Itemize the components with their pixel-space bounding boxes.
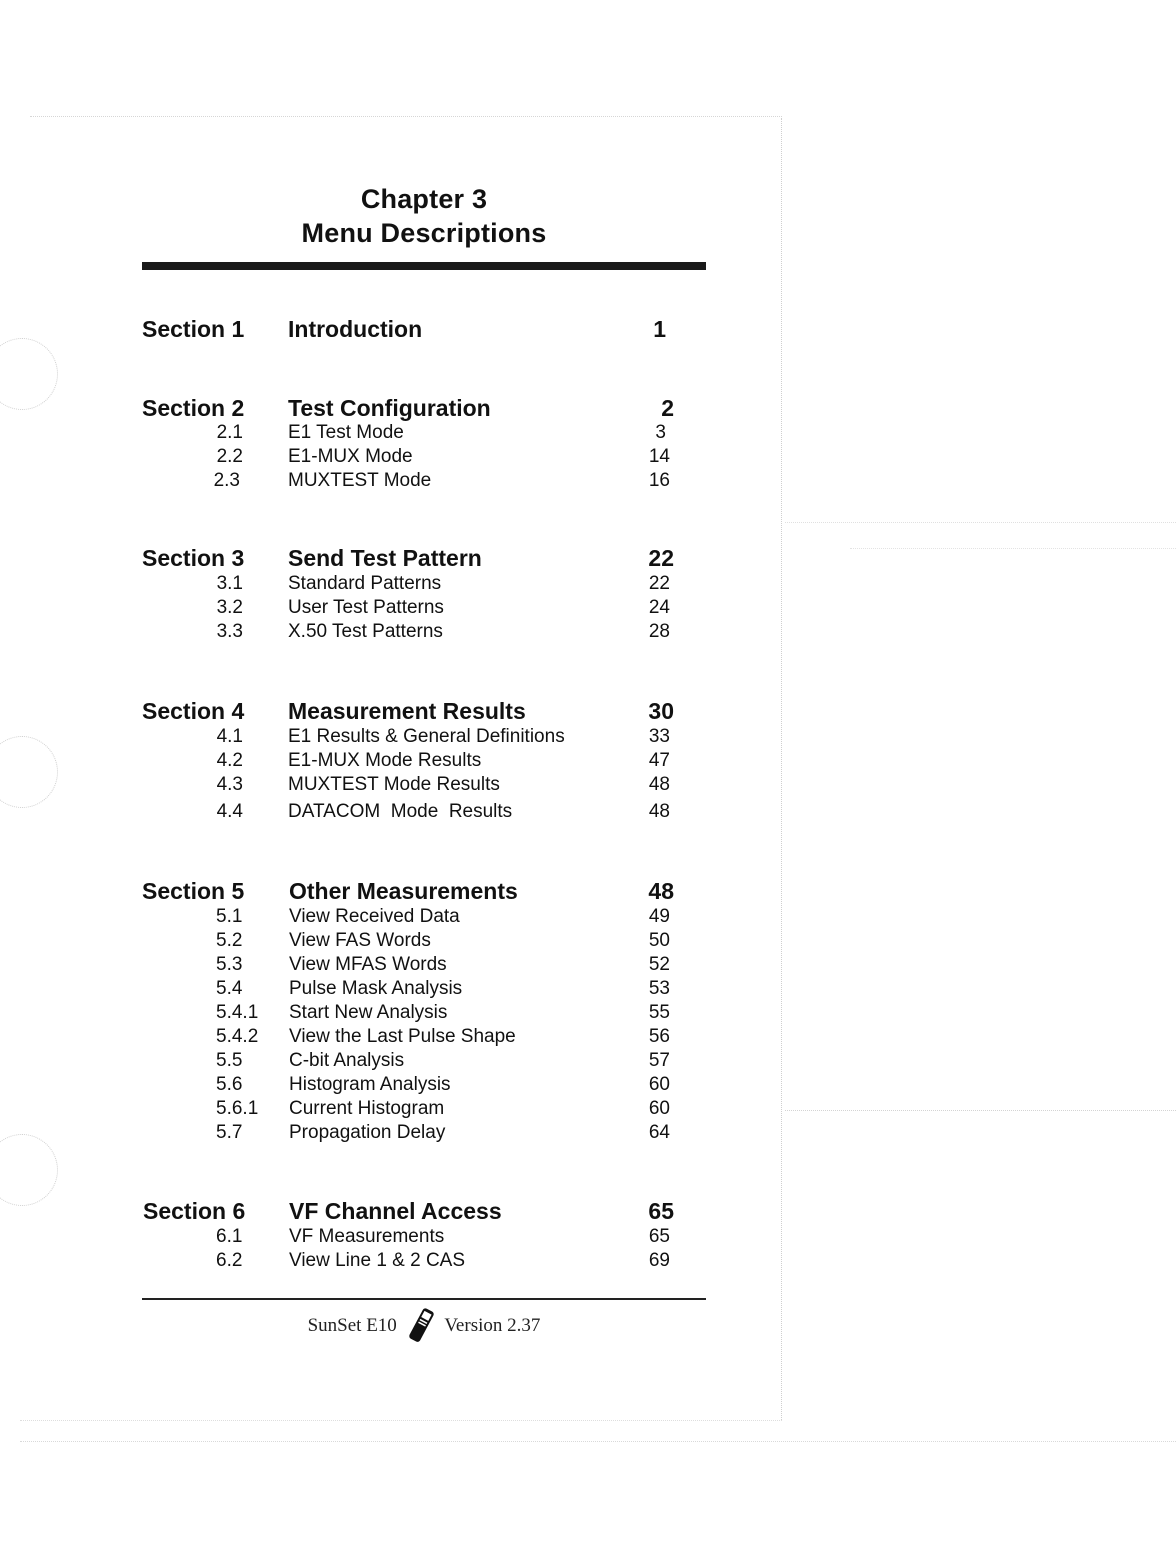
entry-page: 50: [648, 930, 670, 951]
chapter-subtitle: Menu Descriptions: [301, 218, 547, 248]
entry-title: E1 Test Mode: [288, 422, 404, 443]
entry-page: 33: [648, 726, 670, 747]
entry-page: 60: [648, 1074, 670, 1095]
toc-entry: [0, 774, 782, 798]
sunset-device-icon: [406, 1306, 436, 1346]
entry-number: 4.1: [216, 726, 243, 747]
entry-title: MUXTEST Mode: [288, 470, 432, 491]
entry-number: 2.2: [216, 446, 243, 467]
toc-entry: [0, 1122, 782, 1146]
toc-entry: [0, 978, 782, 1002]
entry-number: 5.4: [216, 978, 243, 999]
entry-page: 60: [648, 1098, 670, 1119]
toc-entry: [0, 1026, 782, 1050]
entry-title: Current Histogram: [289, 1098, 445, 1119]
entry-number: 2.1: [216, 422, 243, 443]
section-label: Section 6: [143, 1198, 246, 1224]
entry-number: 5.5: [216, 1050, 243, 1071]
entry-page: 22: [648, 573, 670, 594]
entry-title: E1-MUX Mode Results: [288, 750, 482, 771]
entry-title: MUXTEST Mode Results: [288, 774, 500, 795]
section-label: Section 4: [142, 698, 245, 724]
section-title: Measurement Results: [288, 698, 526, 724]
toc-entry: [0, 1050, 782, 1074]
entry-page: 28: [648, 621, 670, 642]
section-page: 65: [648, 1198, 674, 1224]
toc-entry: [0, 597, 782, 621]
entry-title: User Test Patterns: [288, 597, 444, 618]
entry-title: View MFAS Words: [289, 954, 447, 975]
entry-page: 69: [648, 1250, 670, 1271]
entry-page: 14: [648, 446, 670, 467]
entry-title: Propagation Delay: [289, 1122, 446, 1143]
entry-page: 56: [648, 1026, 670, 1047]
toc-section-2: [0, 395, 782, 494]
section-title: Test Configuration: [288, 395, 491, 421]
toc-entry: [0, 801, 782, 825]
section-page: 48: [648, 878, 674, 904]
section-label: Section 2: [142, 395, 245, 421]
chapter-title: Chapter 3: [360, 184, 488, 214]
entry-page: 49: [648, 906, 670, 927]
entry-title: DATACOM Mode Results: [288, 801, 513, 822]
scan-edge-bottom: [20, 1420, 782, 1421]
entry-number: 3.2: [216, 597, 243, 618]
entry-number: 4.2: [216, 750, 243, 771]
section-page: 1: [653, 316, 666, 342]
footer-product: SunSet E10: [307, 1315, 397, 1336]
section-heading-row: [0, 1198, 782, 1226]
toc-entry: [0, 1098, 782, 1122]
scan-artifact-line: [785, 522, 1176, 523]
title-rule: [142, 262, 706, 270]
entry-number: 5.6: [216, 1074, 243, 1095]
toc-entry: [0, 1226, 782, 1250]
scan-edge-top: [30, 116, 782, 117]
entry-title: X.50 Test Patterns: [288, 621, 443, 642]
entry-title: VF Measurements: [289, 1226, 445, 1247]
toc-entry: [0, 573, 782, 597]
entry-page: 47: [648, 750, 670, 771]
entry-title: Histogram Analysis: [289, 1074, 451, 1095]
toc-section-5: [0, 878, 782, 1146]
section-label: Section 5: [142, 878, 245, 904]
section-title: Other Measurements: [289, 878, 518, 904]
entry-title: E1-MUX Mode: [288, 446, 413, 467]
scan-artifact-line: [785, 1110, 1176, 1111]
entry-number: 6.1: [216, 1226, 243, 1247]
section-page: 2: [661, 395, 674, 421]
toc-entry: [0, 422, 782, 446]
toc-section-4: [0, 698, 782, 825]
toc-entry: [0, 726, 782, 750]
scan-artifact-line: [850, 548, 1176, 549]
entry-page: 64: [648, 1122, 670, 1143]
page-footer: [142, 1306, 706, 1346]
toc-entry: [0, 906, 782, 930]
entry-number: 5.6.1: [216, 1098, 259, 1119]
entry-page: 65: [648, 1226, 670, 1247]
toc-entry: [0, 930, 782, 954]
section-title: Introduction: [288, 316, 423, 342]
toc-section-3: [0, 545, 782, 645]
entry-title: C-bit Analysis: [289, 1050, 405, 1071]
toc-entry: [0, 750, 782, 774]
toc-entry: [0, 1074, 782, 1098]
toc-entry: [0, 1002, 782, 1026]
section-heading-row: [0, 545, 782, 573]
toc-entry: [0, 1250, 782, 1274]
section-heading-row: [0, 395, 782, 423]
entry-title: View Line 1 & 2 CAS: [289, 1250, 466, 1271]
entry-page: 55: [648, 1002, 670, 1023]
entry-page: 57: [648, 1050, 670, 1071]
entry-number: 4.4: [216, 801, 243, 822]
scan-edge-bottom-outer: [20, 1441, 1176, 1442]
entry-number: 3.3: [216, 621, 243, 642]
entry-number: 5.4.1: [216, 1002, 259, 1023]
section-label: Section 1: [142, 316, 245, 342]
entry-page: 48: [648, 774, 670, 795]
section-title: Send Test Pattern: [288, 545, 482, 571]
footer-rule: [142, 1298, 706, 1300]
section-heading-row: [0, 878, 782, 906]
entry-page: 48: [648, 801, 670, 822]
entry-page: 52: [648, 954, 670, 975]
entry-number: 5.7: [216, 1122, 243, 1143]
entry-number: 2.3: [213, 470, 240, 491]
entry-title: Start New Analysis: [289, 1002, 448, 1023]
section-title: VF Channel Access: [289, 1198, 502, 1224]
entry-number: 3.1: [216, 573, 243, 594]
entry-page: 16: [648, 470, 670, 491]
section-page: 22: [648, 545, 674, 571]
entry-title: View Received Data: [289, 906, 460, 927]
section-page: 30: [648, 698, 674, 724]
chapter-heading: [142, 182, 706, 250]
entry-number: 5.3: [216, 954, 243, 975]
section-label: Section 3: [142, 545, 245, 571]
section-heading-row: [0, 698, 782, 726]
footer-version: Version 2.37: [444, 1315, 541, 1336]
toc-entry: [0, 470, 782, 494]
entry-number: 5.4.2: [216, 1026, 259, 1047]
entry-title: View FAS Words: [289, 930, 431, 951]
section-heading-row: [0, 316, 782, 344]
entry-number: 4.3: [216, 774, 243, 795]
toc-section-1: [0, 316, 782, 344]
entry-page: 3: [655, 422, 666, 443]
entry-number: 5.2: [216, 930, 243, 951]
entry-title: Standard Patterns: [288, 573, 442, 594]
toc-entry: [0, 446, 782, 470]
entry-number: 6.2: [216, 1250, 243, 1271]
toc-section-6: [0, 1198, 782, 1274]
toc-entry: [0, 621, 782, 645]
entry-title: E1 Results & General Definitions: [288, 726, 565, 747]
entry-title: Pulse Mask Analysis: [289, 978, 463, 999]
entry-number: 5.1: [216, 906, 243, 927]
toc-entry: [0, 954, 782, 978]
entry-title: View the Last Pulse Shape: [289, 1026, 516, 1047]
entry-page: 24: [648, 597, 670, 618]
entry-page: 53: [648, 978, 670, 999]
